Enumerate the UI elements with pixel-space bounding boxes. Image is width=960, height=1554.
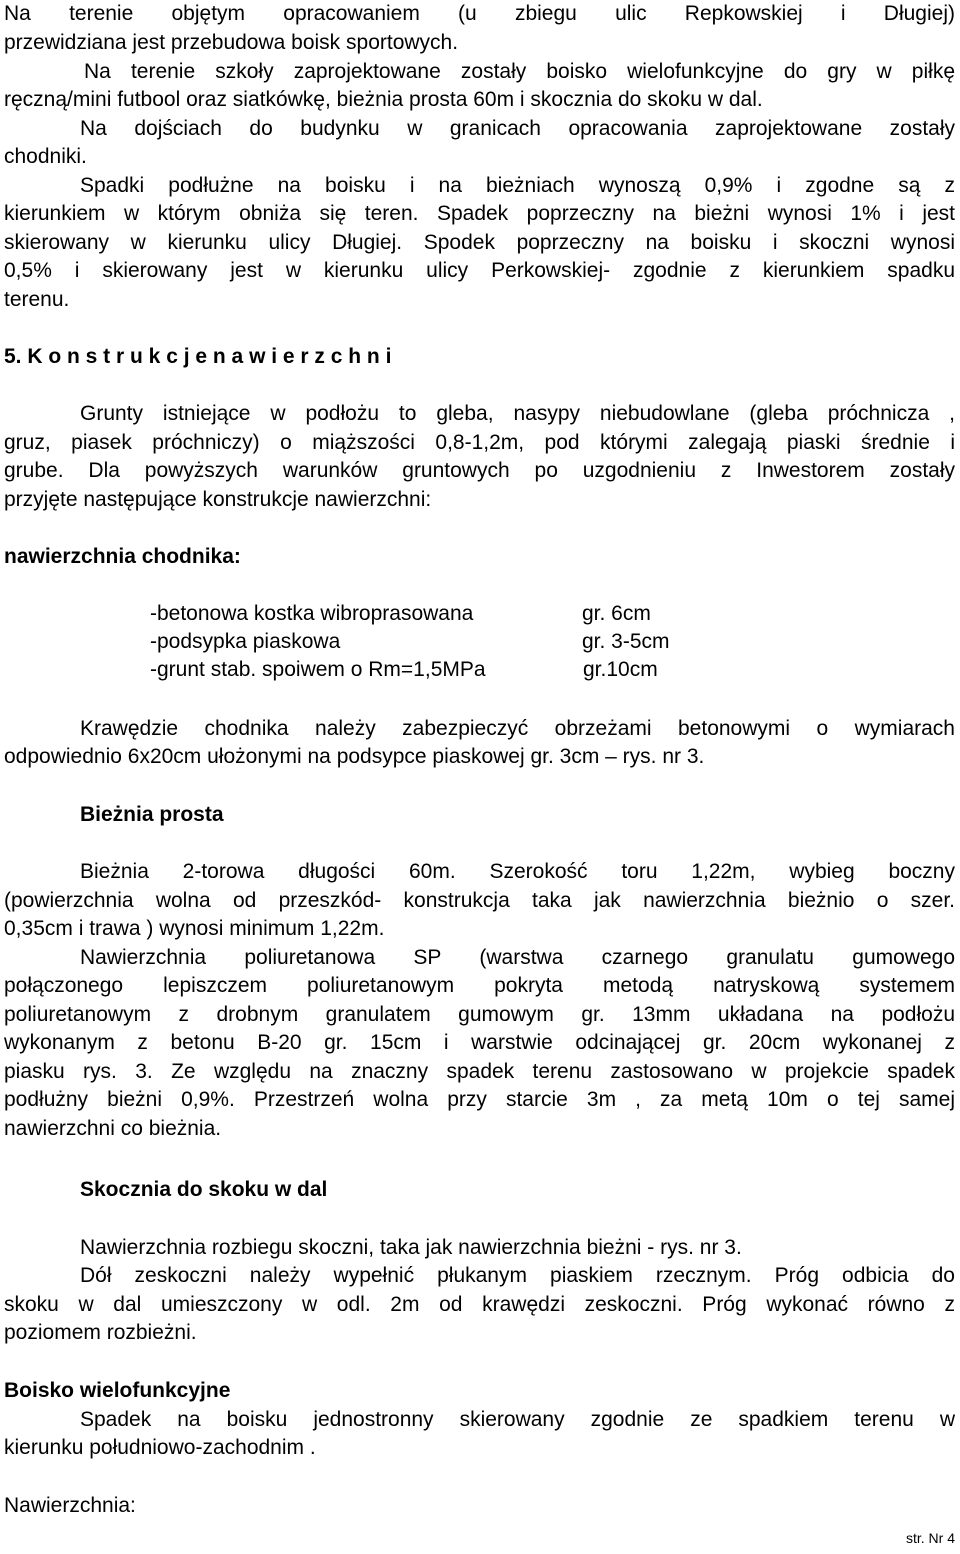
- paragraph-line: kierunku południowo-zachodnim .: [4, 1436, 316, 1459]
- layer-thickness: gr.10cm: [583, 658, 658, 681]
- paragraph-line: 0,5% i skierowany jest w kierunku ulicy Perkowskiej- zgodnie z kierunkiem spadku: [4, 259, 955, 282]
- paragraph-line: Spadki podłużne na boisku i na bieżniach wynoszą 0,9% i zgodne są z: [80, 174, 955, 197]
- subheading-skocznia: Skocznia do skoku w dal: [80, 1178, 328, 1201]
- paragraph-line: przyjęte następujące konstrukcje nawierzchni:: [4, 488, 432, 511]
- paragraph-line: wykonanym z betonu B-20 gr. 15cm i warstwie odcinającej gr. 20cm wykonanej z: [4, 1031, 955, 1054]
- paragraph-line: 0,35cm i trawa ) wynosi minimum 1,22m.: [4, 917, 385, 940]
- layer-name: -grunt stab. spoiwem o Rm=1,5MPa: [150, 658, 486, 681]
- paragraph-line: gruz, piasek próchniczy) o miąższości 0,8-1,2m, pod którymi zalegają piaski średnie i: [4, 431, 955, 454]
- paragraph-line: Na terenie objętym opracowaniem (u zbiegu ulic Repkowskiej i Długiej): [4, 2, 955, 25]
- paragraph-line: Krawędzie chodnika należy zabezpieczyć obrzeżami betonowymi o wymiarach: [80, 717, 955, 740]
- paragraph-line: odpowiednio 6x20cm ułożonymi na podsypce piaskowej gr. 3cm – rys. nr 3.: [4, 745, 705, 768]
- layer-name: -podsypka piaskowa: [150, 630, 341, 653]
- paragraph-line: Bieżnia 2-torowa długości 60m. Szerokość toru 1,22m, wybieg boczny: [80, 860, 955, 883]
- paragraph-line: przewidziana jest przebudowa boisk sportowych.: [4, 31, 459, 54]
- paragraph-line: skierowany w kierunku ulicy Długiej. Spodek poprzeczny na boisku i skoczni wynosi: [4, 231, 955, 254]
- paragraph-line: nawierzchni co bieżnia.: [4, 1117, 222, 1140]
- layer-row: [150, 600, 710, 628]
- subheading-chodnik: nawierzchnia chodnika:: [4, 545, 241, 568]
- paragraph-line: skoku w dal umieszczony w odl. 2m od krawędzi zeskoczni. Próg wykonać równo z: [4, 1293, 955, 1316]
- paragraph-line: chodniki.: [4, 145, 87, 168]
- section-heading: 5. K o n s t r u k c j e n a w i e r z c h n i: [4, 345, 392, 368]
- paragraph-line: Na terenie szkoły zaprojektowane zostały boisko wielofunkcyjne do gry w piłkę: [84, 60, 955, 83]
- subheading-biezenia: Bieżnia prosta: [80, 803, 224, 826]
- paragraph-line: Nawierzchnia rozbiegu skoczni, taka jak nawierzchnia bieżni - rys. nr 3.: [80, 1236, 742, 1259]
- layer-thickness: gr. 6cm: [582, 602, 651, 625]
- label-nawierzchnia: Nawierzchnia:: [4, 1494, 136, 1517]
- page-number: str. Nr 4: [905, 1530, 955, 1546]
- paragraph-line: kierunkiem w którym obniża się teren. Spadek poprzeczny na bieżni wynosi 1% i jest: [4, 202, 955, 225]
- paragraph-line: (powierzchnia wolna od przeszkód- konstrukcja taka jak nawierzchnia bieżnio o szer.: [4, 889, 955, 912]
- paragraph-line: piasku rys. 3. Ze względu na znaczny spadek terenu zastosowano w projekcie spadek: [4, 1060, 955, 1083]
- layer-name: -betonowa kostka wibroprasowana: [150, 602, 474, 625]
- paragraph-line: terenu.: [4, 288, 70, 311]
- paragraph-line: Nawierzchnia poliuretanowa SP (warstwa czarnego granulatu gumowego: [80, 946, 955, 969]
- layers-table: [150, 600, 710, 684]
- paragraph-line: Dół zeskoczni należy wypełnić płukanym piaskiem rzecznym. Próg odbicia do: [80, 1264, 955, 1287]
- subheading-boisko: Boisko wielofunkcyjne: [4, 1379, 231, 1402]
- paragraph-line: grube. Dla powyższych warunków gruntowych po uzgodnieniu z Inwestorem zostały: [4, 459, 955, 482]
- paragraph-line: ręczną/mini futbool oraz siatkówkę, bieżnia prosta 60m i skocznia do skoku w dal.: [4, 88, 763, 111]
- paragraph-line: Spadek na boisku jednostronny skierowany zgodnie ze spadkiem terenu w: [80, 1408, 955, 1431]
- paragraph-line: Grunty istniejące w podłożu to gleba, nasypy niebudowlane (gleba próchnicza ,: [80, 402, 955, 425]
- layer-row: [150, 656, 710, 684]
- paragraph-line: Na dojściach do budynku w granicach opracowania zaprojektowane zostały: [80, 117, 955, 140]
- layer-thickness: gr. 3-5cm: [582, 630, 670, 653]
- paragraph-line: podłużny bieżni 0,9%. Przestrzeń wolna przy starcie 3m , za metą 10m o tej samej: [4, 1088, 955, 1111]
- layer-row: [150, 628, 710, 656]
- paragraph-line: poliuretanowym z drobnym granulatem gumowym gr. 13mm układana na podłożu: [4, 1003, 955, 1026]
- paragraph-line: poziomem rozbieżni.: [4, 1321, 197, 1344]
- paragraph-line: połączonego lepiszczem poliuretanowym pokryta metodą natryskową systemem: [4, 974, 955, 997]
